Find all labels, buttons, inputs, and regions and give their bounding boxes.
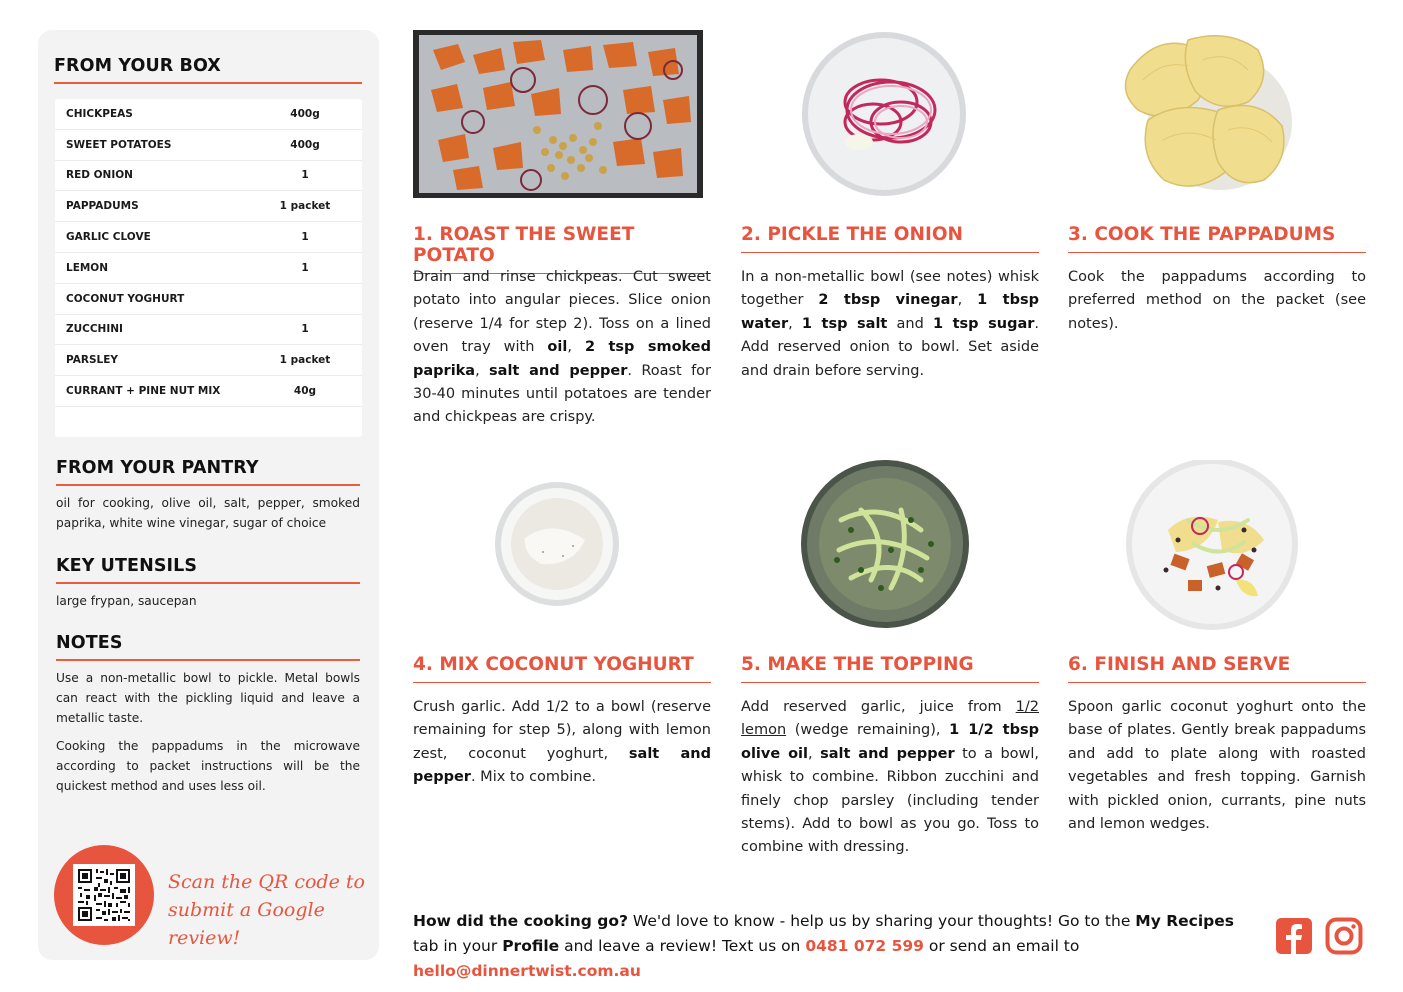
step-text-part: ,: [808, 745, 821, 762]
ingredient-row: [55, 222, 362, 253]
step-3-text: [1068, 266, 1366, 336]
step-6-title: 6. FINISH AND SERVE: [1068, 654, 1366, 683]
qr-caption-line: Scan the QR code to: [168, 871, 365, 893]
footer-text: tab in your: [413, 937, 503, 955]
review-footer: [413, 909, 1263, 984]
step-text-part: In a non-metallic bowl (see notes) whisk together: [741, 269, 1039, 309]
step-text-underline: 1/2 lemon: [741, 699, 1039, 739]
step-text-bold: 1 tsp sugar: [932, 315, 1035, 332]
ingredient-name: LEMON: [66, 261, 109, 274]
ingredient-name: PARSLEY: [66, 354, 118, 367]
from-your-pantry-title: FROM YOUR PANTRY: [56, 458, 360, 486]
sidebar: [38, 30, 379, 960]
ingredient-row: [55, 284, 362, 315]
step-text-bold: 1 1/2 tbsp olive oil: [741, 722, 1039, 762]
ingredient-row: [55, 315, 362, 346]
footer-bold: How did the cooking go?: [413, 912, 628, 930]
step-2-title: 2. PICKLE THE ONION: [741, 224, 1039, 253]
ingredient-name: ZUCCHINI: [66, 323, 123, 336]
qr-caption: [168, 868, 368, 952]
step-text-part: . Mix to combine.: [470, 769, 597, 786]
pappadums-image: [1068, 30, 1366, 200]
step-text-part: Drain and rinse chickpeas. Cut sweet potato into angular pieces. Slice onion (reserve 1/4 for step 2). Toss on a lined oven tray with: [413, 269, 711, 356]
ingredient-qty: 1: [301, 261, 309, 274]
step-text-bold: salt and pepper: [820, 745, 955, 762]
step-5-title: 5. MAKE THE TOPPING: [741, 654, 1039, 683]
coconut-yoghurt-image: [413, 460, 711, 630]
step-text-part: ,: [567, 339, 585, 356]
footer-bold: Profile: [502, 937, 560, 955]
step-5-text: [741, 696, 1039, 860]
ingredient-row: [55, 253, 362, 284]
note-paragraph: Cooking the pappadums in the microwave according to packet instructions will be the quickest method and uses less oil.: [56, 739, 360, 793]
step-text-part: . Roast for 30-40 minutes until potatoes are tender and chickpeas are crispy.: [413, 362, 712, 426]
ingredient-qty: 1: [301, 231, 309, 244]
ingredient-row: [55, 99, 362, 130]
finished-dish-image: [1068, 460, 1366, 630]
ingredient-name: PAPPADUMS: [66, 200, 139, 213]
step-text-part: to a bowl, whisk to combine. Ribbon zucchini and finely chop parsley (including tender stems). Add to bowl as you go. Toss to combine with dressing.: [741, 745, 1040, 856]
footer-bold: My Recipes: [1135, 912, 1234, 930]
ingredient-row: [55, 376, 362, 407]
step-text-part: Cook the pappadums according to preferred method on the packet (see notes).: [1068, 269, 1366, 332]
step-text-part: ,: [957, 292, 978, 309]
footer-text: We'd love to know - help us by sharing your thoughts! Go to the: [627, 912, 1136, 930]
footer-text: or send an email to: [923, 937, 1080, 955]
step-text-bold: 1 tsp salt: [801, 315, 888, 332]
qr-caption-line: submit a Google review!: [168, 899, 325, 949]
instagram-icon[interactable]: [1325, 917, 1363, 955]
facebook-icon[interactable]: [1275, 917, 1313, 955]
step-text-part: Spoon garlic coconut yoghurt onto the base of plates. Gently break pappadums and add to plate along with roasted vegetables and fresh topping. Garnish with pickled onion, currants, pine nuts and lemon wedges.: [1068, 699, 1366, 833]
step-1-text: [413, 266, 711, 430]
step-6-text: [1068, 696, 1366, 836]
ingredient-name: GARLIC CLOVE: [66, 231, 151, 244]
qr-code-icon[interactable]: [73, 864, 135, 926]
step-text-bold: 2 tbsp vinegar: [818, 292, 958, 309]
step-text-part: (wedge remaining),: [786, 722, 950, 739]
roast-tray-image: [413, 30, 711, 200]
ingredient-row: [55, 191, 362, 222]
ingredient-row: [55, 130, 362, 161]
pickled-onion-image: [741, 30, 1039, 200]
step-3-title: 3. COOK THE PAPPADUMS: [1068, 224, 1366, 253]
footer-text: and leave a review! Text us on: [559, 937, 806, 955]
step-text-part: Add reserved garlic, juice from: [741, 699, 1016, 715]
ingredient-name: SWEET POTATOES: [66, 138, 172, 151]
from-your-box-title: FROM YOUR BOX: [54, 56, 362, 84]
note-paragraph: Use a non-metallic bowl to pickle. Metal bowls can react with the pickling liquid and leave a metallic taste.: [56, 671, 360, 725]
qr-code-badge[interactable]: [54, 845, 154, 945]
ingredients-table: [55, 99, 362, 437]
email-link[interactable]: hello@dinnertwist.com.au: [413, 962, 641, 980]
ingredient-qty: 40g: [293, 385, 317, 398]
step-text-bold: salt and pepper: [489, 362, 628, 379]
ingredient-qty: 400g: [290, 138, 320, 151]
step-text-part: ,: [788, 315, 802, 332]
ingredient-row: [55, 345, 362, 376]
step-1-title: 1. ROAST THE SWEET POTATO: [413, 224, 711, 274]
pantry-text: oil for cooking, olive oil, salt, pepper, smoked paprika, white wine vinegar, sugar of choice: [56, 496, 360, 530]
step-text-bold: 2 tsp smoked paprika: [413, 339, 711, 379]
ingredient-qty: 1: [301, 323, 309, 336]
step-text-bold: oil: [547, 339, 568, 356]
phone-link[interactable]: 0481 072 599: [805, 937, 924, 955]
step-text-bold: salt and pepper: [413, 745, 711, 786]
step-text-bold: 1 tbsp water: [741, 292, 1039, 332]
ingredient-name: COCONUT YOGHURT: [66, 292, 185, 305]
ingredient-qty: 1 packet: [279, 200, 331, 213]
notes-text: [56, 668, 360, 796]
step-4-title: 4. MIX COCONUT YOGHURT: [413, 654, 711, 683]
ingredient-qty: 400g: [290, 107, 320, 120]
ingredient-name: RED ONION: [66, 169, 133, 182]
step-text-part: ,: [475, 362, 490, 379]
notes-title: NOTES: [56, 633, 360, 661]
step-text-part: Crush garlic. Add 1/2 to a bowl (reserve remaining for step 5), along with lemon zest, coconut yoghurt,: [413, 699, 711, 762]
step-text-part: and: [887, 315, 933, 332]
utensils-text: large frypan, saucepan: [56, 594, 197, 608]
step-text-part: . Add reserved onion to bowl. Set aside and drain before serving.: [741, 315, 1039, 379]
step-2-text: [741, 266, 1039, 383]
key-utensils-title: KEY UTENSILS: [56, 556, 360, 584]
step-4-text: [413, 696, 711, 790]
ingredient-row: [55, 161, 362, 192]
ingredient-name: CHICKPEAS: [66, 107, 133, 120]
ingredient-qty: 1: [301, 169, 309, 182]
ingredient-qty: 1 packet: [279, 354, 331, 367]
ingredient-name: CURRANT + PINE NUT MIX: [66, 385, 221, 398]
zucchini-topping-image: [741, 460, 1039, 630]
